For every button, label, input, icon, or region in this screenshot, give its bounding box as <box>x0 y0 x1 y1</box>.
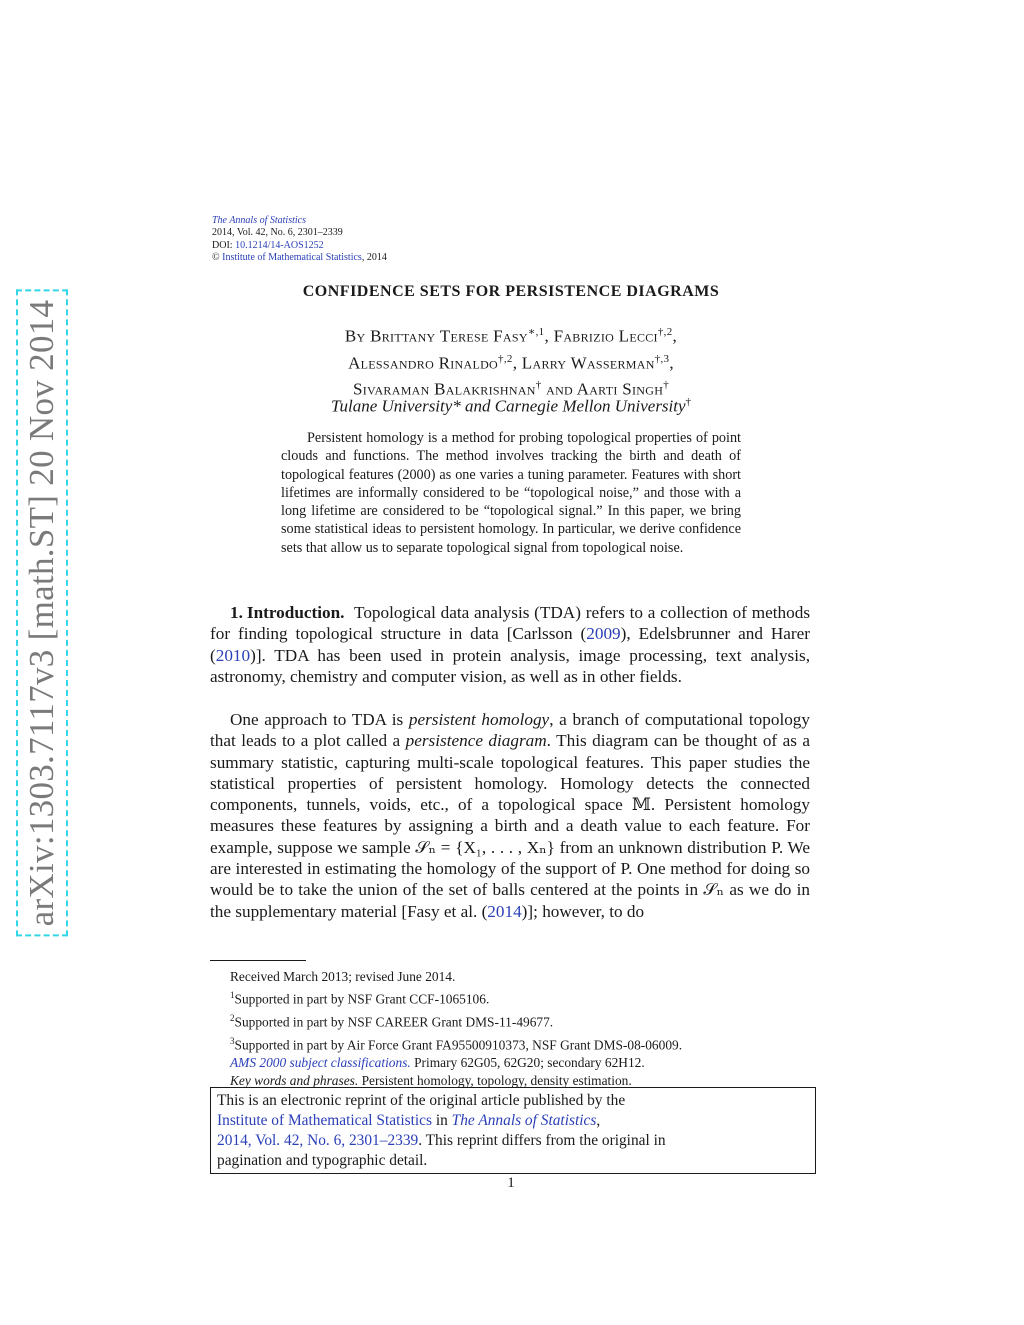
copyright-icon: © <box>212 251 220 263</box>
intro-paragraph: 1. Introduction. Topological data analysis (TDA) refers to a collection of methods for finding topological structure in data [Carlsson (2009), Edelsbrunner and Harer (2010)]. TDA has been used in protein analysis, image processing, text analysis, astronomy, chemistry and computer vision, as well as in other fields. <box>210 603 811 686</box>
paper-title: CONFIDENCE SETS FOR PERSISTENCE DIAGRAMS <box>302 283 720 300</box>
publisher-link[interactable]: Institute of Mathematical Statistics <box>222 251 362 263</box>
footnote-3: $^3$Supported in part by Air Force Grant FA95500910373, NSF Grant DMS-08-06009. <box>230 1035 683 1053</box>
abstract: Persistent homology is a method for probing topological properties of point clouds and functions. The method involves tracking the birth and death of topological features (2000) as one varies a tuning parameter. Features with short lifetimes are informally considered to be “topological noise,” and those with a long lifetime are considered to be “topological signal.” In this paper, we bring some statistical ideas to persistent homology. In particular, we derive confidence sets that allow us to separate topological signal from topological noise. <box>281 430 741 556</box>
journal-link[interactable]: The Annals of Statistics <box>451 1112 597 1129</box>
journal-name-link[interactable]: The Annals of Statistics <box>212 215 306 226</box>
volume-line: 2014, Vol. 42, No. 6, 2301–2339 <box>212 227 343 239</box>
issue-link[interactable]: 2014, Vol. 42, No. 6, 2301–2339 <box>217 1132 419 1149</box>
ims-link[interactable]: Institute of Mathematical Statistics <box>217 1112 432 1129</box>
ams-classification-link[interactable]: AMS 2000 subject classifications. <box>230 1055 411 1071</box>
author-line: Alessandro Rinaldo$^{\dagger,2}$, Larry Wasserman$^{\dagger,3}$, <box>348 352 674 373</box>
copyright-line: © Institute of Mathematical Statistics, 2014 <box>212 251 387 263</box>
footnote-1: $^1$Supported in part by NSF Grant CCF-1065106. <box>230 990 490 1007</box>
citation-link[interactable]: 2014 <box>487 901 522 921</box>
affiliation: Tulane University* and Carnegie Mellon University† <box>330 396 692 416</box>
ams-classification: AMS 2000 subject classifications. Primary 62G05, 62G20; secondary 62H12. <box>230 1055 645 1071</box>
doi-line: DOI: 10.1214/14-AOS1252 <box>212 239 324 251</box>
reprint-notice-box: This is an electronic reprint of the original article published by the Institute of Mathematical Statistics in The Annals of Statistics, 2014, Vol. 42, No. 6, 2301–2339. This reprint differs from the original in pagination and typographic detail. <box>210 1087 816 1174</box>
section-heading: 1. Introduction. <box>230 603 345 622</box>
keywords: Key words and phrases. Persistent homology, topology, density estimation. <box>230 1073 632 1089</box>
author-line: By Brittany Terese Fasy$^{∗,1}$, Fabrizio Lecci$^{\dagger,2}$, <box>344 326 678 346</box>
approach-paragraph: One approach to TDA is persistent homology, a branch of computational topology that leads to a plot called a persistence diagram. This diagram can be thought of as a summary statistic, capturing multi-scale topological features. This paper studies the statistical properties of persistent homology. Homology detects the connected components, tunnels, voids, etc., of a topological space 𝕄. Persistent homology measures these features by assigning a birth and a death value to each feature. For example, suppose we sample 𝒮ₙ = {X₁, . . . , Xₙ} from an unknown distribution P. We are interested in estimating the homology of the support of P. One method for doing so would be to take the union of the set of balls centered at the points in 𝒮ₙ as we do in the supplementary material [Fasy et al. (2014)]; however, to do <box>210 710 810 921</box>
journal-header <box>212 215 387 264</box>
citation-link[interactable]: 2009 <box>586 624 621 644</box>
citation-link[interactable]: 2010 <box>215 645 251 665</box>
received-note: Received March 2013; revised June 2014. <box>230 969 456 984</box>
footnote-2: $^2$Supported in part by NSF CAREER Grant DMS-11-49677. <box>230 1012 554 1030</box>
footnotes <box>210 968 820 1091</box>
arxiv-identifier-link[interactable]: arXiv:1303.7117v3 [math.ST] 20 Nov 2014 <box>16 290 68 937</box>
author-list <box>200 321 822 401</box>
footnote-divider <box>210 960 306 961</box>
doi-link[interactable]: 10.1214/14-AOS1252 <box>235 239 324 251</box>
author-line: Sivaraman Balakrishnan† and Aarti Singh† <box>352 379 669 399</box>
page-number: 1 <box>507 1175 515 1191</box>
